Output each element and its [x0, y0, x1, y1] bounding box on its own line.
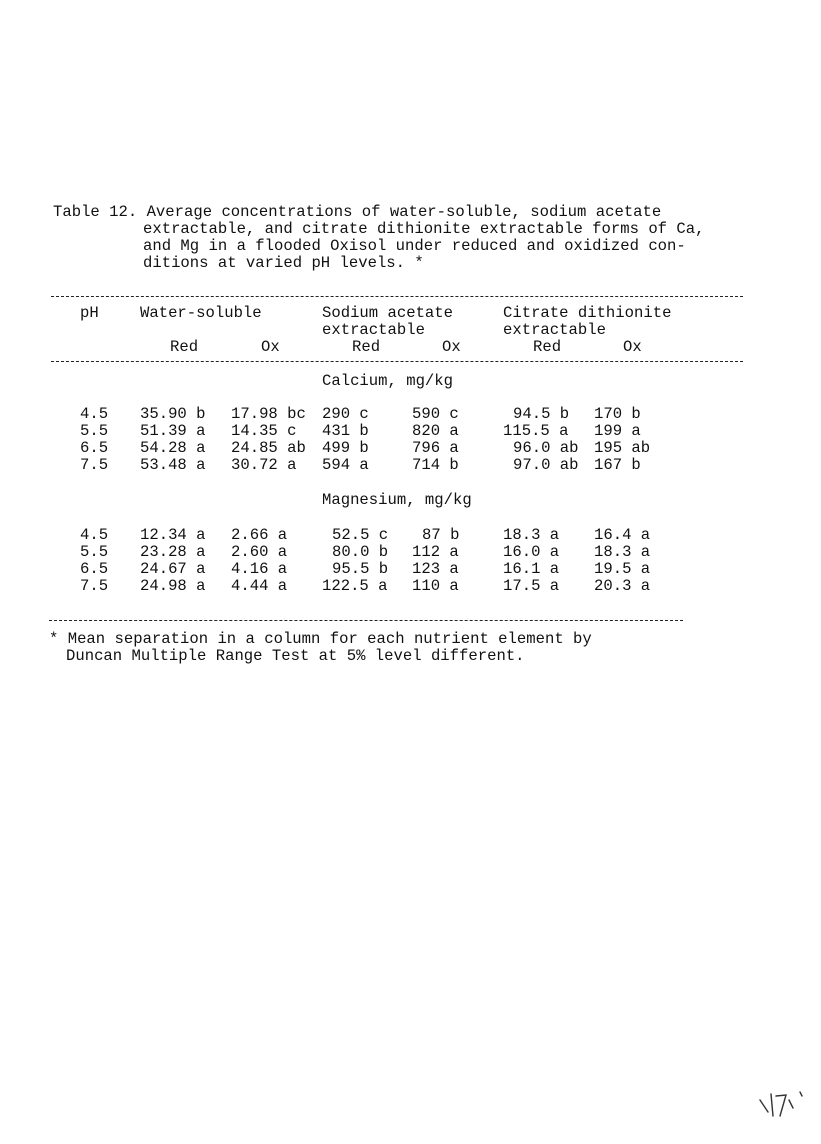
cell-sodium-acetate-red: 95.5 b	[332, 560, 389, 578]
header-sodium-acetate-ox: Ox	[442, 338, 461, 356]
cell-water-soluble-ox: 2.66 a	[231, 526, 288, 544]
cell-citrate-red: 94.5 b	[513, 405, 570, 423]
table-header-rule	[51, 361, 743, 362]
cell-sodium-acetate-ox: 796 a	[412, 439, 459, 457]
header-citrate-red: Red	[533, 338, 562, 356]
header-water-soluble: Water-soluble	[140, 304, 262, 322]
cell-water-soluble-red: 53.48 a	[140, 456, 206, 474]
cell-sodium-acetate-ox: 714 b	[412, 456, 459, 474]
cell-sodium-acetate-red: 52.5 c	[332, 526, 389, 544]
cell-water-soluble-red: 35.90 b	[140, 405, 206, 423]
cell-sodium-acetate-ox: 820 a	[412, 422, 459, 440]
header-sodium-acetate-red: Red	[352, 338, 381, 356]
handwritten-mark-icon	[756, 1086, 816, 1126]
cell-ph: 5.5	[80, 543, 109, 561]
cell-sodium-acetate-red: 499 b	[322, 439, 369, 457]
cell-water-soluble-red: 12.34 a	[140, 526, 206, 544]
cell-water-soluble-ox: 4.16 a	[231, 560, 288, 578]
cell-sodium-acetate-red: 290 c	[322, 405, 369, 423]
table-caption-line-4: ditions at varied pH levels. *	[143, 254, 424, 272]
cell-sodium-acetate-red: 594 a	[322, 456, 369, 474]
cell-water-soluble-ox: 30.72 a	[231, 456, 297, 474]
cell-sodium-acetate-red: 431 b	[322, 422, 369, 440]
cell-citrate-ox: 18.3 a	[594, 543, 651, 561]
cell-sodium-acetate-ox: 112 a	[412, 543, 459, 561]
cell-ph: 4.5	[80, 405, 109, 423]
cell-ph: 4.5	[80, 526, 109, 544]
header-citrate-dithionite: Citrate dithionite	[503, 304, 672, 322]
cell-water-soluble-red: 24.67 a	[140, 560, 206, 578]
cell-citrate-ox: 195 ab	[594, 439, 651, 457]
cell-citrate-ox: 19.5 a	[594, 560, 651, 578]
footnote-line-1: * Mean separation in a column for each nutrient element by	[49, 630, 592, 648]
cell-water-soluble-ox: 14.35 c	[231, 422, 297, 440]
cell-citrate-red: 97.0 ab	[513, 456, 579, 474]
cell-citrate-ox: 199 a	[594, 422, 641, 440]
cell-water-soluble-red: 24.98 a	[140, 577, 206, 595]
cell-ph: 6.5	[80, 439, 109, 457]
header-citrate-dithionite-extractable: extractable	[503, 321, 606, 339]
cell-citrate-red: 16.0 a	[503, 543, 560, 561]
table-caption-line-3: and Mg in a flooded Oxisol under reduced and oxidized con-	[143, 237, 686, 255]
footnote-line-2: Duncan Multiple Range Test at 5% level different.	[66, 647, 525, 665]
cell-citrate-ox: 20.3 a	[594, 577, 651, 595]
cell-citrate-red: 96.0 ab	[513, 439, 579, 457]
cell-ph: 5.5	[80, 422, 109, 440]
cell-citrate-red: 16.1 a	[503, 560, 560, 578]
cell-ph: 7.5	[80, 577, 109, 595]
cell-sodium-acetate-ox: 123 a	[412, 560, 459, 578]
cell-citrate-ox: 16.4 a	[594, 526, 651, 544]
cell-water-soluble-ox: 4.44 a	[231, 577, 288, 595]
cell-water-soluble-ox: 17.98 bc	[231, 405, 306, 423]
cell-ph: 7.5	[80, 456, 109, 474]
cell-sodium-acetate-ox: 590 c	[412, 405, 459, 423]
cell-water-soluble-ox: 2.60 a	[231, 543, 288, 561]
header-ph: pH	[80, 304, 99, 322]
table-caption-line-2: extractable, and citrate dithionite extractable forms of Ca,	[143, 220, 705, 238]
header-water-soluble-red: Red	[170, 338, 199, 356]
table-caption-line-1: Table 12. Average concentrations of water-soluble, sodium acetate	[53, 203, 662, 221]
cell-water-soluble-red: 51.39 a	[140, 422, 206, 440]
cell-citrate-ox: 170 b	[594, 405, 641, 423]
cell-sodium-acetate-red: 80.0 b	[332, 543, 389, 561]
cell-citrate-ox: 167 b	[594, 456, 641, 474]
cell-sodium-acetate-ox: 110 a	[412, 577, 459, 595]
cell-citrate-red: 18.3 a	[503, 526, 560, 544]
cell-sodium-acetate-ox: 87 b	[422, 526, 460, 544]
section-title-calcium: Calcium, mg/kg	[322, 372, 454, 390]
header-sodium-acetate: Sodium acetate	[322, 304, 454, 322]
cell-citrate-red: 115.5 a	[503, 422, 569, 440]
cell-water-soluble-red: 54.28 a	[140, 439, 206, 457]
cell-citrate-red: 17.5 a	[503, 577, 560, 595]
section-title-magnesium: Magnesium, mg/kg	[322, 491, 472, 509]
header-water-soluble-ox: Ox	[261, 338, 280, 356]
cell-ph: 6.5	[80, 560, 109, 578]
cell-water-soluble-red: 23.28 a	[140, 543, 206, 561]
header-sodium-acetate-extractable: extractable	[322, 321, 425, 339]
table-bottom-rule	[49, 620, 683, 621]
header-citrate-ox: Ox	[623, 338, 642, 356]
cell-sodium-acetate-red: 122.5 a	[322, 577, 388, 595]
cell-water-soluble-ox: 24.85 ab	[231, 439, 306, 457]
table-top-rule	[51, 296, 743, 297]
